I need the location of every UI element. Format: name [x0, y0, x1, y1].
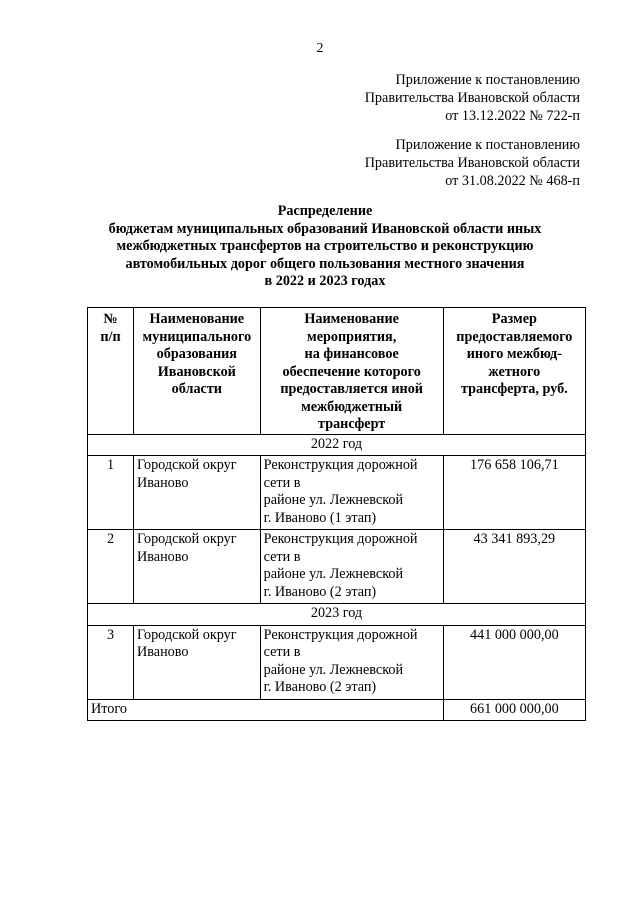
appendix-reference-current	[365, 71, 580, 125]
cell-line: Иваново	[137, 644, 189, 660]
cell-line: г. Иваново (2 этап)	[263, 583, 377, 600]
cell-line: Реконструкция дорожной	[263, 457, 418, 473]
cell-line: Реконструкция дорожной	[263, 531, 418, 547]
appendix-line: Правительства Ивановской области	[364, 90, 580, 106]
header-line: п/п	[100, 328, 121, 345]
year-row-2023	[88, 604, 586, 626]
appendix-line: от 13.12.2022 № 722-п	[445, 108, 580, 124]
total-amount: 661 000 000,00	[443, 699, 585, 721]
total-label: Итого	[88, 699, 444, 721]
header-line: области	[171, 381, 222, 397]
row-num: 1	[88, 456, 134, 530]
header-line: предоставляется иной	[280, 381, 423, 397]
header-line: обеспечение которого	[282, 363, 421, 380]
cell-line: районе ул. Лежневской	[263, 492, 404, 508]
cell-line: сети в	[263, 644, 301, 660]
header-line: Размер	[491, 311, 537, 327]
table-header-row	[88, 308, 586, 435]
header-amount	[443, 308, 585, 435]
header-line: образования	[156, 346, 237, 362]
cell-line: Реконструкция дорожной	[263, 626, 418, 643]
header-line: трансферт	[318, 416, 386, 432]
appendix-reference-original	[365, 136, 580, 190]
document-title	[60, 203, 590, 291]
year-label: 2023 год	[88, 604, 586, 626]
header-event	[260, 308, 443, 435]
title-line: в 2022 и 2023 годах	[264, 273, 386, 289]
row-num: 3	[88, 625, 134, 699]
row-event	[260, 456, 443, 530]
cell-line: Городской округ	[137, 531, 237, 547]
header-line: предоставляемого	[456, 328, 573, 345]
page-number: 2	[316, 41, 324, 56]
year-row-2022	[88, 434, 586, 456]
header-line: №	[103, 311, 118, 327]
total-row	[88, 699, 586, 721]
header-line: мероприятия,	[307, 328, 397, 345]
title-line: межбюджетных трансфертов на строительство и реконструкцию	[116, 238, 534, 254]
cell-line: сети в	[263, 474, 301, 491]
cell-line: районе ул. Лежневской	[263, 661, 404, 678]
title-line: бюджетам муниципальных образований Ивановской области иных	[108, 220, 542, 237]
appendix-line: от 31.08.2022 № 468-п	[445, 173, 580, 189]
header-line: иного межбюд-	[466, 346, 562, 362]
row-event	[260, 530, 443, 604]
row-municipality	[134, 530, 261, 604]
cell-line: Городской округ	[137, 626, 237, 643]
row-municipality	[134, 456, 261, 530]
header-line: межбюджетный	[301, 398, 403, 415]
distribution-table	[87, 307, 586, 721]
cell-line: сети в	[263, 548, 301, 565]
row-amount: 43 341 893,29	[443, 530, 585, 604]
header-line: Наименование	[304, 311, 399, 327]
row-amount: 176 658 106,71	[443, 456, 585, 530]
cell-line: г. Иваново (1 этап)	[263, 509, 377, 526]
table-row	[88, 456, 586, 530]
header-municipality	[134, 308, 261, 435]
cell-line: г. Иваново (2 этап)	[263, 679, 377, 695]
table-row	[88, 625, 586, 699]
table-row	[88, 530, 586, 604]
row-event	[260, 625, 443, 699]
title-line: автомобильных дорог общего пользования местного значения	[125, 255, 525, 272]
header-line: жетного	[488, 363, 541, 380]
title-line: Распределение	[277, 203, 373, 219]
appendix-line: Приложение к постановлению	[395, 137, 580, 153]
header-line: трансферта, руб.	[460, 381, 568, 397]
header-num	[88, 308, 134, 435]
header-line: Наименование	[149, 311, 245, 327]
header-line: муниципального	[142, 328, 252, 345]
row-num: 2	[88, 530, 134, 604]
row-municipality	[134, 625, 261, 699]
appendix-line: Приложение к постановлению	[395, 72, 580, 88]
appendix-line: Правительства Ивановской области	[364, 155, 580, 171]
row-amount: 441 000 000,00	[443, 625, 585, 699]
cell-line: Иваново	[137, 474, 189, 491]
cell-line: Иваново	[137, 548, 189, 565]
header-line: Ивановской	[157, 363, 236, 380]
cell-line: Городской округ	[137, 457, 237, 473]
year-label: 2022 год	[88, 434, 586, 456]
header-line: на финансовое	[304, 346, 399, 362]
cell-line: районе ул. Лежневской	[263, 566, 404, 582]
